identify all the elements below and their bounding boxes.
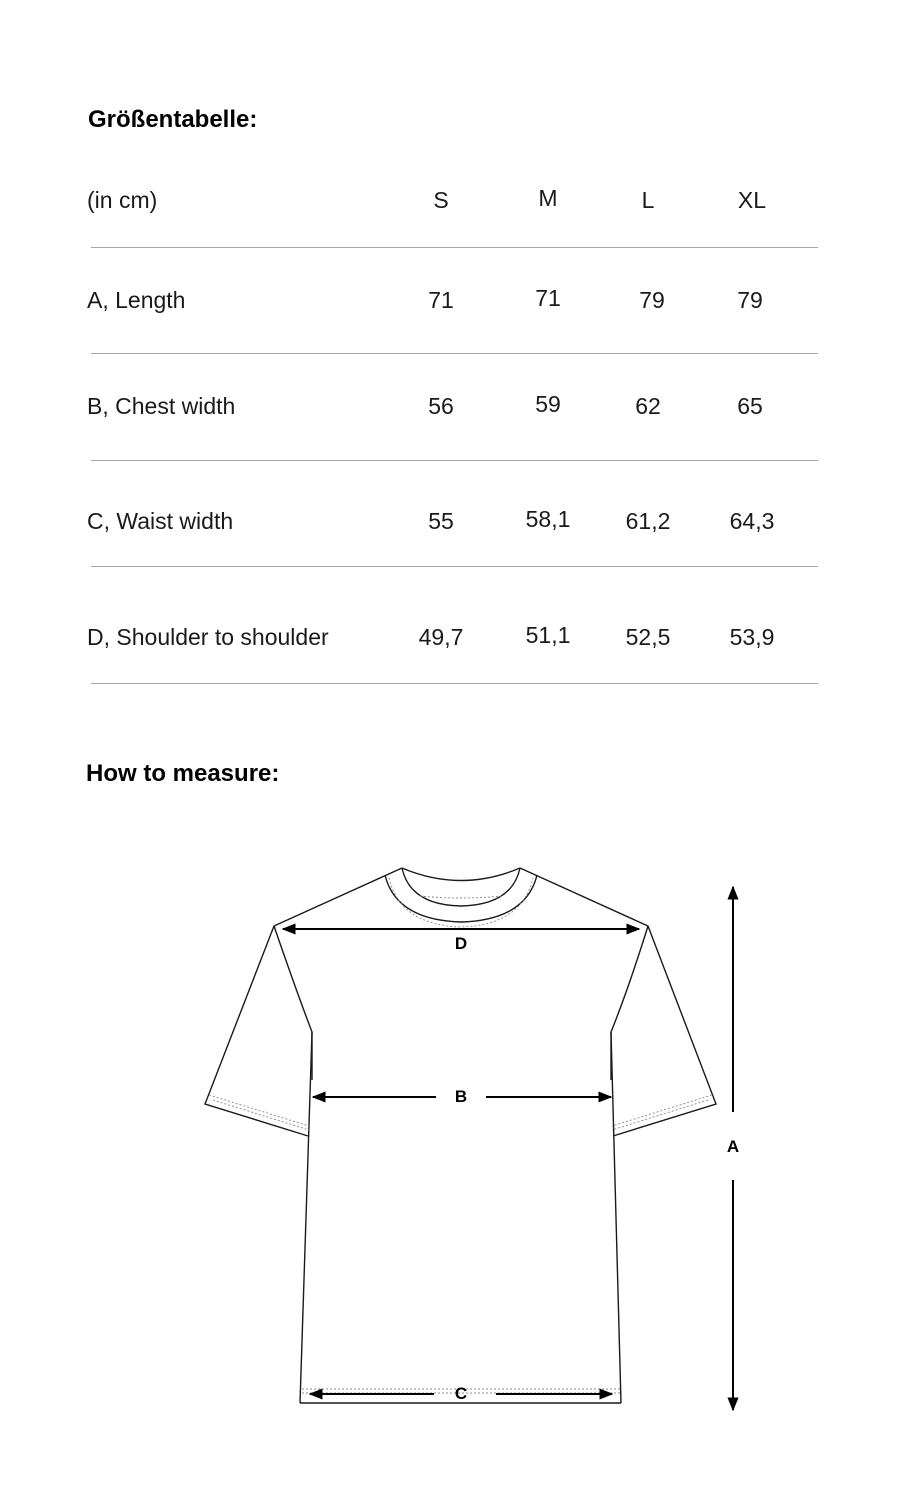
cell-m: 59	[535, 391, 561, 417]
size-header-xl: XL	[737, 187, 767, 213]
row-label: D, Shoulder to shoulder	[87, 624, 329, 650]
cell-s: 49,7	[418, 624, 464, 650]
cell-xl: 53,9	[729, 624, 775, 650]
cell-m: 58,1	[525, 506, 571, 532]
measure-label-c: C	[454, 1384, 468, 1403]
cell-l: 61,2	[625, 508, 671, 534]
cell-xl: 79	[737, 287, 763, 313]
cell-s: 55	[428, 508, 454, 534]
cell-l: 52,5	[625, 624, 671, 650]
row-label: C, Waist width	[87, 508, 234, 534]
cell-m: 51,1	[525, 622, 571, 648]
page-title: Größentabelle:	[88, 106, 258, 133]
measure-label-b: B	[454, 1087, 468, 1106]
measure-label-a: A	[726, 1137, 740, 1156]
measure-arrows	[283, 887, 733, 1410]
cell-s: 71	[428, 287, 454, 313]
unit-header: (in cm)	[87, 187, 158, 213]
size-header-m: M	[538, 185, 558, 211]
cell-l: 62	[635, 393, 661, 419]
cell-xl: 64,3	[729, 508, 775, 534]
row-label: B, Chest width	[87, 393, 236, 419]
size-header-s: S	[433, 187, 449, 213]
measure-label-d: D	[454, 934, 468, 953]
size-header-l: L	[641, 187, 655, 213]
row-label: A, Length	[87, 287, 186, 313]
cell-xl: 65	[737, 393, 763, 419]
cell-l: 79	[639, 287, 665, 313]
cell-m: 71	[535, 285, 561, 311]
cell-s: 56	[428, 393, 454, 419]
how-to-measure-title: How to measure:	[86, 760, 280, 787]
